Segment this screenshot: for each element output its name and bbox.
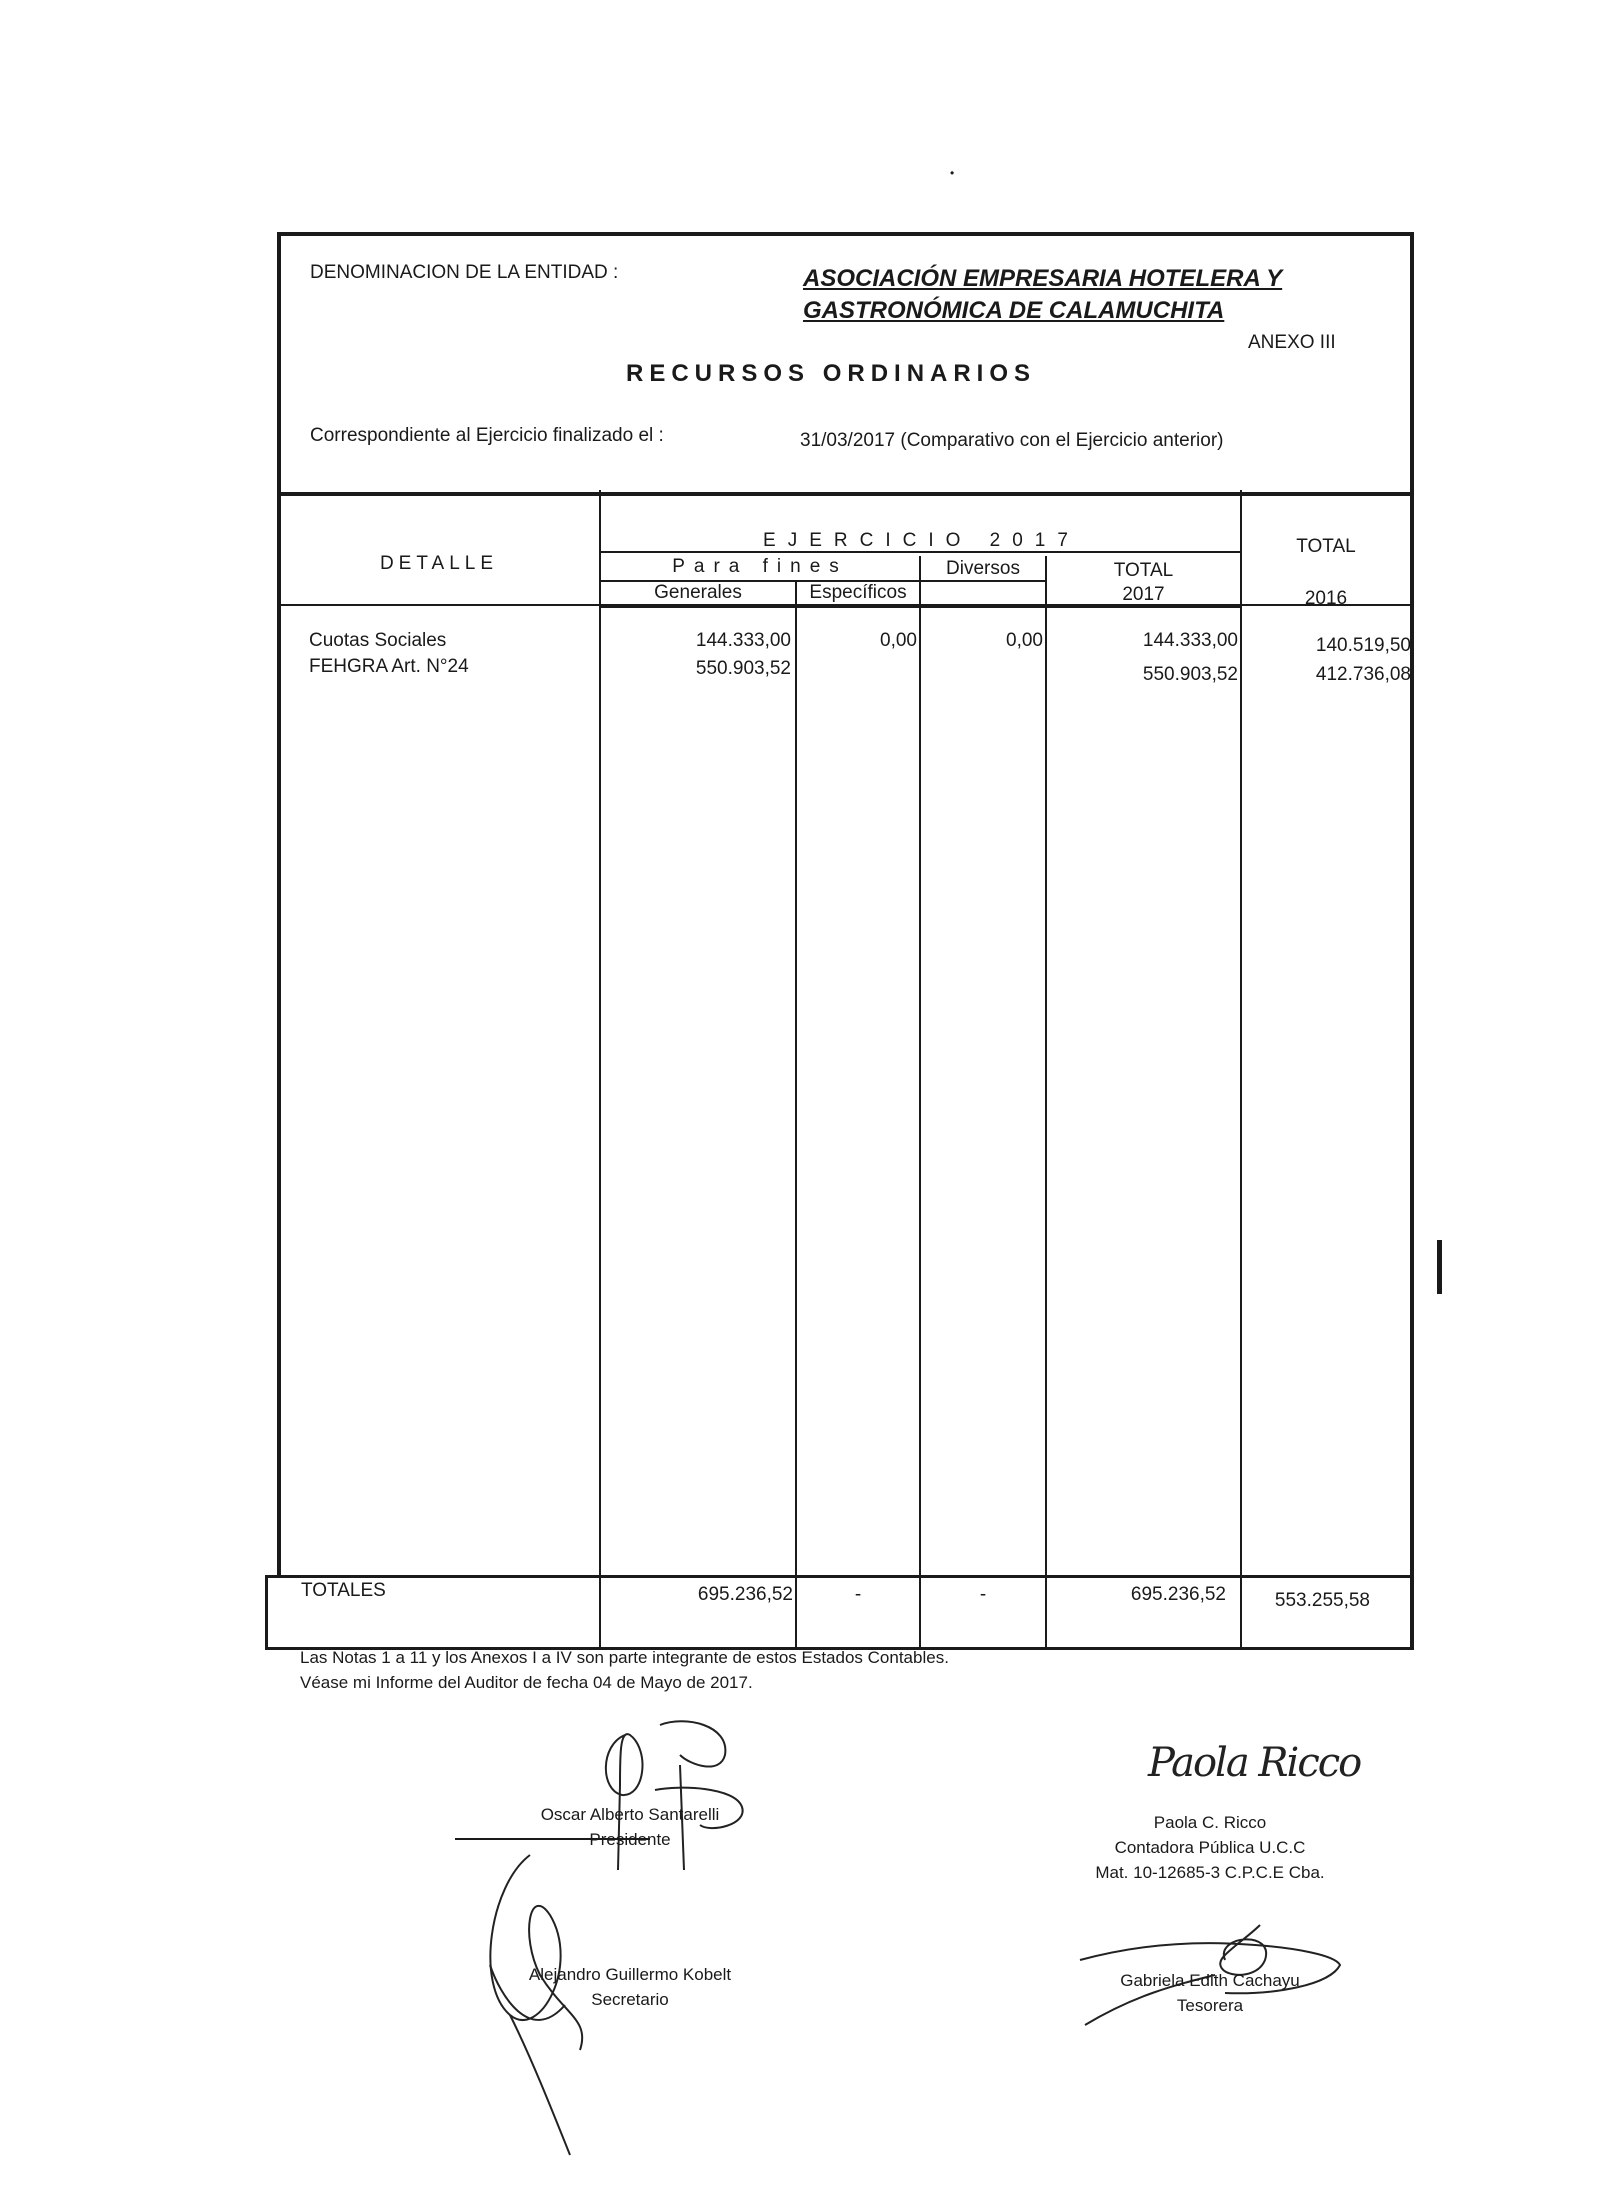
- total-2017-header: TOTAL: [1113, 560, 1174, 581]
- table-row: [279, 656, 1412, 685]
- row-total-2016: 140.519,50: [1315, 635, 1411, 656]
- annex-label: ANEXO III: [1248, 332, 1336, 353]
- row-total-2017: 144.333,00: [1142, 630, 1238, 651]
- entity-name-line2: GASTRONÓMICA DE CALAMUCHITA: [803, 297, 1225, 324]
- para-fines-header: Para fines: [672, 556, 848, 577]
- ejercicio-header: EJERCICIO 2017: [763, 530, 1080, 551]
- signature-contadora: Paola Ricco: [1148, 1740, 1361, 1786]
- table-row: [279, 630, 1412, 656]
- total-2016-header: TOTAL: [1296, 536, 1356, 557]
- row-generales: 550.903,52: [695, 658, 791, 679]
- period-label: Correspondiente al Ejercicio finalizado el :: [310, 425, 664, 446]
- stray-mark: •: [950, 166, 955, 180]
- total-2017-year: 2017: [1122, 584, 1165, 605]
- totals-total-2017: 695.236,52: [1130, 1584, 1226, 1605]
- row-diversos: 0,00: [1006, 630, 1043, 651]
- entity-label: DENOMINACION DE LA ENTIDAD :: [310, 262, 619, 283]
- margin-mark: [1437, 1240, 1442, 1294]
- notes-line2: Véase mi Informe del Auditor de fecha 04 de Mayo de 2017.: [300, 1673, 753, 1692]
- contadora-matricula: Mat. 10-12685-3 C.P.C.E Cba.: [1095, 1863, 1325, 1882]
- totals-total-2016: 553.255,58: [1274, 1590, 1370, 1611]
- totals-especificos: -: [854, 1584, 862, 1605]
- tesorera-role: Tesorera: [1176, 1996, 1244, 2015]
- totals-label: TOTALES: [301, 1580, 386, 1601]
- notes-line1: Las Notas 1 a 11 y los Anexos I a IV son parte integrante de estos Estados Contables.: [300, 1648, 949, 1667]
- row-especificos: 0,00: [880, 630, 917, 651]
- especificos-header: Específicos: [809, 582, 907, 603]
- row-generales: 144.333,00: [695, 630, 791, 651]
- totals-diversos: -: [979, 1584, 987, 1605]
- row-total-2017: 550.903,52: [1142, 664, 1238, 685]
- totals-generales: 695.236,52: [697, 1584, 793, 1605]
- totals-row: [268, 1580, 1410, 1646]
- secretario-role: Secretario: [591, 1990, 669, 2009]
- total-2016-year: 2016: [1304, 588, 1348, 609]
- presidente-role: Presidente: [589, 1830, 671, 1849]
- contadora-name: Paola C. Ricco: [1153, 1813, 1267, 1832]
- row-detalle: FEHGRA Art. N°24: [309, 656, 469, 677]
- secretario-name: Alejandro Guillermo Kobelt: [528, 1965, 732, 1984]
- row-total-2016: 412.736,08: [1315, 664, 1411, 685]
- row-detalle: Cuotas Sociales: [309, 630, 447, 651]
- contadora-role: Contadora Pública U.C.C: [1114, 1838, 1306, 1857]
- entity-name-line1: ASOCIACIÓN EMPRESARIA HOTELERA Y: [803, 265, 1283, 292]
- generales-header: Generales: [654, 582, 742, 603]
- tesorera-name: Gabriela Edith Cachayu: [1120, 1971, 1300, 1990]
- period-value: 31/03/2017 (Comparativo con el Ejercicio anterior): [800, 430, 1224, 451]
- diversos-header: Diversos: [946, 558, 1020, 579]
- page-title: RECURSOS ORDINARIOS: [626, 360, 1037, 387]
- detail-header: DETALLE: [379, 553, 499, 574]
- presidente-name: Oscar Alberto Santarelli: [540, 1805, 720, 1824]
